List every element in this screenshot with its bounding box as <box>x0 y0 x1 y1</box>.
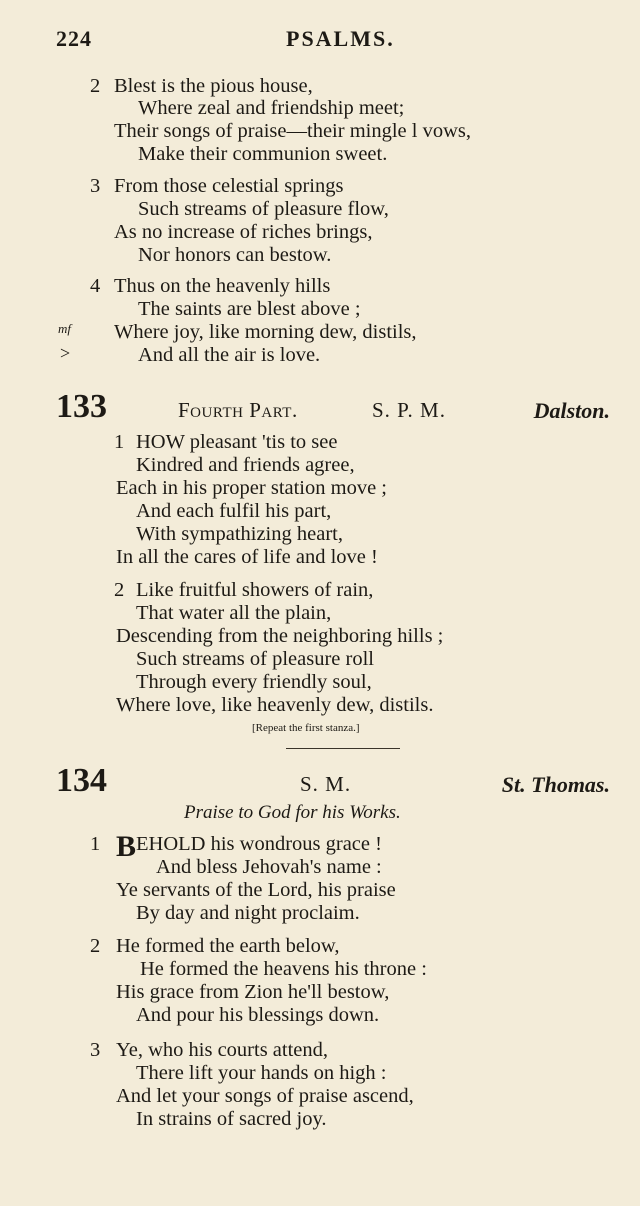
verse-line: Nor honors can bestow. <box>138 244 332 266</box>
verse-line: Their songs of praise—their mingle l vows, <box>114 120 471 142</box>
verse-line: Each in his proper station move ; <box>116 477 387 499</box>
verse-line: And all the air is love. <box>138 344 321 366</box>
stanza-number: 1 <box>90 833 101 855</box>
verse-line: Like fruitful showers of rain, <box>136 579 374 601</box>
verse-line: With sympathizing heart, <box>136 523 343 545</box>
repeat-note: [Repeat the first stanza.] <box>252 722 360 734</box>
verse-line: His grace from Zion he'll bestow, <box>116 981 390 1003</box>
verse-line: And each fulfil his part, <box>136 500 332 522</box>
stanza-number: 2 <box>90 935 101 957</box>
page-header <box>56 26 590 56</box>
verse-line: In all the cares of life and love ! <box>116 546 378 568</box>
verse-line: Blest is the pious house, <box>114 75 313 97</box>
running-title: PSALMS. <box>286 26 395 51</box>
hymn-number: 133 <box>56 388 107 425</box>
hymn-part: Fourth Part. <box>178 398 298 422</box>
verse-line-text: EHOLD his wondrous grace ! <box>136 833 382 855</box>
tune-name: Dalston. <box>533 398 610 423</box>
verse-line: Ye servants of the Lord, his praise <box>116 879 396 901</box>
verse-line: By day and night proclaim. <box>136 902 360 924</box>
verse-line: Kindred and friends agree, <box>136 454 355 476</box>
verse-line: Such streams of pleasure flow, <box>138 198 389 220</box>
hymn-meter: S. M. <box>300 772 352 796</box>
hymn-heading <box>56 388 610 428</box>
verse-line: Descending from the neighboring hills ; <box>116 625 444 647</box>
hymn-subtitle: Praise to God for his Works. <box>184 802 401 823</box>
verse-line: HOW pleasant 'tis to see <box>136 431 338 453</box>
stanza-number: 4 <box>90 275 101 297</box>
stanza-number: 2 <box>114 579 125 601</box>
verse-line: He formed the heavens his throne : <box>140 958 427 980</box>
hymn-heading <box>56 762 610 802</box>
verse-line: And pour his blessings down. <box>136 1004 380 1026</box>
section-rule <box>286 748 400 749</box>
stanza-number: 3 <box>90 175 101 197</box>
verse-line: The saints are blest above ; <box>138 298 361 320</box>
stanza-number: 2 <box>90 75 101 97</box>
hymn-meter: S. P. M. <box>372 398 446 422</box>
verse-line: Through every friendly soul, <box>136 671 372 693</box>
verse-line: That water all the plain, <box>136 602 332 624</box>
verse-line: And let your songs of praise ascend, <box>116 1085 414 1107</box>
verse-line: There lift your hands on high : <box>136 1062 387 1084</box>
stanza-number: 3 <box>90 1039 101 1061</box>
verse-line: Ye, who his courts attend, <box>116 1039 329 1061</box>
verse-line: Where joy, like morning dew, distils, <box>114 321 417 343</box>
dynamic-mark-decresc: > <box>60 343 71 363</box>
verse-line: Thus on the heavenly hills <box>114 275 331 297</box>
hymn-number: 134 <box>56 762 107 799</box>
verse-line: From those celestial springs <box>114 175 344 197</box>
verse-line: Where love, like heavenly dew, distils. <box>116 694 434 716</box>
drop-cap: B <box>116 830 137 863</box>
verse-line: Make their communion sweet. <box>138 143 388 165</box>
verse-line: Where zeal and friendship meet; <box>138 97 405 119</box>
verse-line: Such streams of pleasure roll <box>136 648 374 670</box>
verse-line: In strains of sacred joy. <box>136 1108 327 1130</box>
page-number: 224 <box>56 26 92 51</box>
verse-line: As no increase of riches brings, <box>114 221 373 243</box>
verse-line: He formed the earth below, <box>116 935 340 957</box>
tune-name: St. Thomas. <box>501 772 610 797</box>
verse-line: And bless Jehovah's name : <box>156 856 382 878</box>
dynamic-mark-mf: mf <box>58 321 71 336</box>
stanza-number: 1 <box>114 431 125 453</box>
verse-line <box>116 830 382 863</box>
